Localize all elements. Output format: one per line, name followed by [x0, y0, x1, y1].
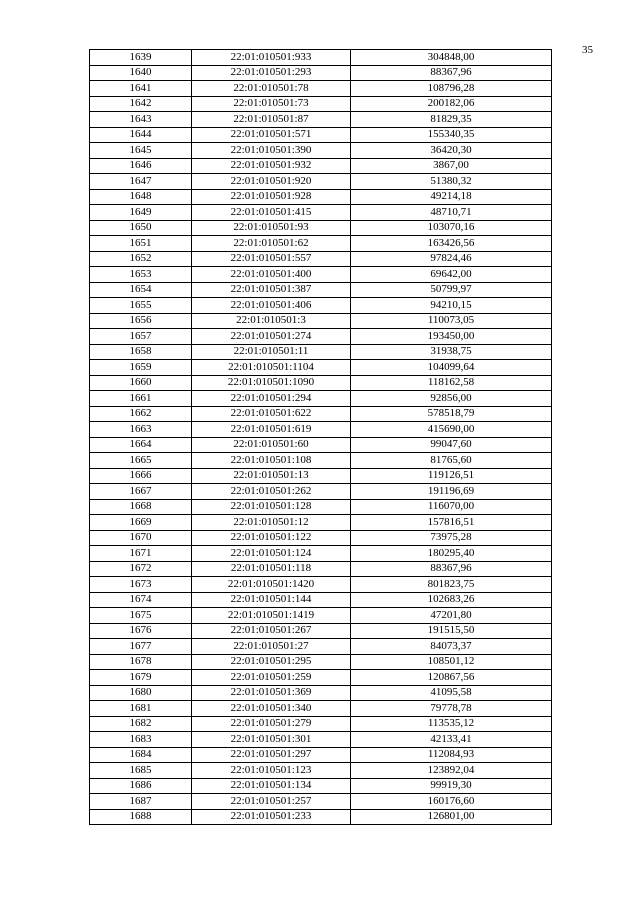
value-cell: 42133,41 [351, 732, 552, 748]
row-number-cell: 1687 [90, 794, 192, 810]
table-row [90, 127, 552, 143]
table-row [90, 143, 552, 159]
row-number-cell: 1661 [90, 391, 192, 407]
row-number-cell: 1668 [90, 499, 192, 515]
table-row [90, 716, 552, 732]
cadastral-number-cell: 22:01:010501:622 [192, 406, 351, 422]
value-cell: 99919,30 [351, 778, 552, 794]
cadastral-number-cell: 22:01:010501:11 [192, 344, 351, 360]
table-row [90, 360, 552, 376]
value-cell: 123892,04 [351, 763, 552, 779]
cadastral-number-cell: 22:01:010501:27 [192, 639, 351, 655]
cadastral-number-cell: 22:01:010501:406 [192, 298, 351, 314]
cadastral-number-cell: 22:01:010501:557 [192, 251, 351, 267]
row-number-cell: 1659 [90, 360, 192, 376]
value-cell: 94210,15 [351, 298, 552, 314]
row-number-cell: 1639 [90, 50, 192, 66]
table-row [90, 422, 552, 438]
row-number-cell: 1644 [90, 127, 192, 143]
row-number-cell: 1677 [90, 639, 192, 655]
row-number-cell: 1682 [90, 716, 192, 732]
row-number-cell: 1683 [90, 732, 192, 748]
row-number-cell: 1680 [90, 685, 192, 701]
row-number-cell: 1653 [90, 267, 192, 283]
value-cell: 88367,96 [351, 561, 552, 577]
cadastral-number-cell: 22:01:010501:62 [192, 236, 351, 252]
cadastral-number-cell: 22:01:010501:297 [192, 747, 351, 763]
table-row [90, 375, 552, 391]
row-number-cell: 1641 [90, 81, 192, 97]
table-row [90, 81, 552, 97]
table-row [90, 701, 552, 717]
row-number-cell: 1667 [90, 484, 192, 500]
cadastral-number-cell: 22:01:010501:295 [192, 654, 351, 670]
value-cell: 118162,58 [351, 375, 552, 391]
row-number-cell: 1658 [90, 344, 192, 360]
cadastral-number-cell: 22:01:010501:78 [192, 81, 351, 97]
value-cell: 103070,16 [351, 220, 552, 236]
table-row [90, 174, 552, 190]
cadastral-number-cell: 22:01:010501:1419 [192, 608, 351, 624]
cadastral-number-cell: 22:01:010501:87 [192, 112, 351, 128]
value-cell: 92856,00 [351, 391, 552, 407]
value-cell: 51380,32 [351, 174, 552, 190]
table-row [90, 189, 552, 205]
value-cell: 31938,75 [351, 344, 552, 360]
value-cell: 191515,50 [351, 623, 552, 639]
cadastral-table [89, 49, 552, 825]
table-row [90, 809, 552, 825]
value-cell: 88367,96 [351, 65, 552, 81]
value-cell: 180295,40 [351, 546, 552, 562]
row-number-cell: 1685 [90, 763, 192, 779]
table-row [90, 50, 552, 66]
row-number-cell: 1684 [90, 747, 192, 763]
value-cell: 415690,00 [351, 422, 552, 438]
row-number-cell: 1674 [90, 592, 192, 608]
value-cell: 108796,28 [351, 81, 552, 97]
table-body [90, 50, 552, 825]
row-number-cell: 1664 [90, 437, 192, 453]
cadastral-number-cell: 22:01:010501:400 [192, 267, 351, 283]
table-row [90, 546, 552, 562]
row-number-cell: 1651 [90, 236, 192, 252]
value-cell: 112084,93 [351, 747, 552, 763]
cadastral-number-cell: 22:01:010501:257 [192, 794, 351, 810]
table-row [90, 623, 552, 639]
cadastral-number-cell: 22:01:010501:390 [192, 143, 351, 159]
value-cell: 102683,26 [351, 592, 552, 608]
row-number-cell: 1654 [90, 282, 192, 298]
value-cell: 41095,58 [351, 685, 552, 701]
row-number-cell: 1643 [90, 112, 192, 128]
cadastral-number-cell: 22:01:010501:369 [192, 685, 351, 701]
row-number-cell: 1666 [90, 468, 192, 484]
table-row [90, 329, 552, 345]
value-cell: 200182,06 [351, 96, 552, 112]
row-number-cell: 1646 [90, 158, 192, 174]
row-number-cell: 1650 [90, 220, 192, 236]
cadastral-number-cell: 22:01:010501:293 [192, 65, 351, 81]
value-cell: 191196,69 [351, 484, 552, 500]
cadastral-number-cell: 22:01:010501:1104 [192, 360, 351, 376]
cadastral-number-cell: 22:01:010501:3 [192, 313, 351, 329]
table-row [90, 65, 552, 81]
table-row [90, 685, 552, 701]
cadastral-number-cell: 22:01:010501:73 [192, 96, 351, 112]
cadastral-number-cell: 22:01:010501:619 [192, 422, 351, 438]
table-row [90, 251, 552, 267]
value-cell: 97824,46 [351, 251, 552, 267]
cadastral-number-cell: 22:01:010501:108 [192, 453, 351, 469]
row-number-cell: 1640 [90, 65, 192, 81]
row-number-cell: 1649 [90, 205, 192, 221]
table-row [90, 298, 552, 314]
value-cell: 81829,35 [351, 112, 552, 128]
value-cell: 79778,78 [351, 701, 552, 717]
row-number-cell: 1681 [90, 701, 192, 717]
table-row [90, 267, 552, 283]
value-cell: 160176,60 [351, 794, 552, 810]
value-cell: 84073,37 [351, 639, 552, 655]
table-row [90, 453, 552, 469]
table-row [90, 205, 552, 221]
table-row [90, 654, 552, 670]
table-row [90, 282, 552, 298]
row-number-cell: 1642 [90, 96, 192, 112]
table-row [90, 732, 552, 748]
page-number: 35 [582, 44, 593, 56]
cadastral-number-cell: 22:01:010501:1420 [192, 577, 351, 593]
row-number-cell: 1672 [90, 561, 192, 577]
value-cell: 50799,97 [351, 282, 552, 298]
table-row [90, 344, 552, 360]
row-number-cell: 1686 [90, 778, 192, 794]
value-cell: 3867,00 [351, 158, 552, 174]
cadastral-number-cell: 22:01:010501:933 [192, 50, 351, 66]
table-row [90, 561, 552, 577]
table-row [90, 747, 552, 763]
row-number-cell: 1673 [90, 577, 192, 593]
cadastral-number-cell: 22:01:010501:932 [192, 158, 351, 174]
value-cell: 304848,00 [351, 50, 552, 66]
cadastral-number-cell: 22:01:010501:928 [192, 189, 351, 205]
table-row [90, 484, 552, 500]
cadastral-number-cell: 22:01:010501:144 [192, 592, 351, 608]
table-row [90, 236, 552, 252]
value-cell: 69642,00 [351, 267, 552, 283]
table-row [90, 530, 552, 546]
value-cell: 47201,80 [351, 608, 552, 624]
table-row [90, 468, 552, 484]
cadastral-number-cell: 22:01:010501:1090 [192, 375, 351, 391]
cadastral-number-cell: 22:01:010501:294 [192, 391, 351, 407]
table-row [90, 577, 552, 593]
value-cell: 578518,79 [351, 406, 552, 422]
cadastral-number-cell: 22:01:010501:233 [192, 809, 351, 825]
cadastral-number-cell: 22:01:010501:128 [192, 499, 351, 515]
row-number-cell: 1647 [90, 174, 192, 190]
row-number-cell: 1671 [90, 546, 192, 562]
value-cell: 116070,00 [351, 499, 552, 515]
table-row [90, 391, 552, 407]
cadastral-number-cell: 22:01:010501:267 [192, 623, 351, 639]
table-row [90, 406, 552, 422]
table-row [90, 499, 552, 515]
cadastral-number-cell: 22:01:010501:12 [192, 515, 351, 531]
table-row [90, 608, 552, 624]
cadastral-number-cell: 22:01:010501:571 [192, 127, 351, 143]
row-number-cell: 1655 [90, 298, 192, 314]
value-cell: 155340,35 [351, 127, 552, 143]
table-row [90, 794, 552, 810]
row-number-cell: 1645 [90, 143, 192, 159]
cadastral-number-cell: 22:01:010501:134 [192, 778, 351, 794]
value-cell: 36420,30 [351, 143, 552, 159]
row-number-cell: 1656 [90, 313, 192, 329]
row-number-cell: 1657 [90, 329, 192, 345]
value-cell: 801823,75 [351, 577, 552, 593]
cadastral-number-cell: 22:01:010501:123 [192, 763, 351, 779]
value-cell: 81765,60 [351, 453, 552, 469]
row-number-cell: 1662 [90, 406, 192, 422]
value-cell: 120867,56 [351, 670, 552, 686]
value-cell: 73975,28 [351, 530, 552, 546]
cadastral-number-cell: 22:01:010501:262 [192, 484, 351, 500]
row-number-cell: 1679 [90, 670, 192, 686]
value-cell: 99047,60 [351, 437, 552, 453]
value-cell: 108501,12 [351, 654, 552, 670]
value-cell: 110073,05 [351, 313, 552, 329]
value-cell: 104099,64 [351, 360, 552, 376]
row-number-cell: 1665 [90, 453, 192, 469]
cadastral-number-cell: 22:01:010501:415 [192, 205, 351, 221]
cadastral-number-cell: 22:01:010501:118 [192, 561, 351, 577]
cadastral-number-cell: 22:01:010501:259 [192, 670, 351, 686]
table-row [90, 670, 552, 686]
cadastral-number-cell: 22:01:010501:124 [192, 546, 351, 562]
row-number-cell: 1669 [90, 515, 192, 531]
row-number-cell: 1675 [90, 608, 192, 624]
table-row [90, 220, 552, 236]
table-row [90, 112, 552, 128]
cadastral-number-cell: 22:01:010501:920 [192, 174, 351, 190]
row-number-cell: 1652 [90, 251, 192, 267]
table-row [90, 437, 552, 453]
value-cell: 193450,00 [351, 329, 552, 345]
row-number-cell: 1676 [90, 623, 192, 639]
cadastral-number-cell: 22:01:010501:274 [192, 329, 351, 345]
table-row [90, 763, 552, 779]
row-number-cell: 1688 [90, 809, 192, 825]
table-row [90, 158, 552, 174]
row-number-cell: 1670 [90, 530, 192, 546]
table-row [90, 592, 552, 608]
value-cell: 119126,51 [351, 468, 552, 484]
cadastral-number-cell: 22:01:010501:301 [192, 732, 351, 748]
cadastral-number-cell: 22:01:010501:340 [192, 701, 351, 717]
cadastral-number-cell: 22:01:010501:387 [192, 282, 351, 298]
row-number-cell: 1663 [90, 422, 192, 438]
value-cell: 48710,71 [351, 205, 552, 221]
value-cell: 126801,00 [351, 809, 552, 825]
cadastral-number-cell: 22:01:010501:122 [192, 530, 351, 546]
table-row [90, 778, 552, 794]
row-number-cell: 1678 [90, 654, 192, 670]
table-row [90, 639, 552, 655]
value-cell: 49214,18 [351, 189, 552, 205]
cadastral-number-cell: 22:01:010501:60 [192, 437, 351, 453]
table-row [90, 515, 552, 531]
row-number-cell: 1660 [90, 375, 192, 391]
cadastral-number-cell: 22:01:010501:13 [192, 468, 351, 484]
table-row [90, 96, 552, 112]
value-cell: 157816,51 [351, 515, 552, 531]
value-cell: 163426,56 [351, 236, 552, 252]
cadastral-number-cell: 22:01:010501:279 [192, 716, 351, 732]
row-number-cell: 1648 [90, 189, 192, 205]
value-cell: 113535,12 [351, 716, 552, 732]
table-row [90, 313, 552, 329]
cadastral-number-cell: 22:01:010501:93 [192, 220, 351, 236]
